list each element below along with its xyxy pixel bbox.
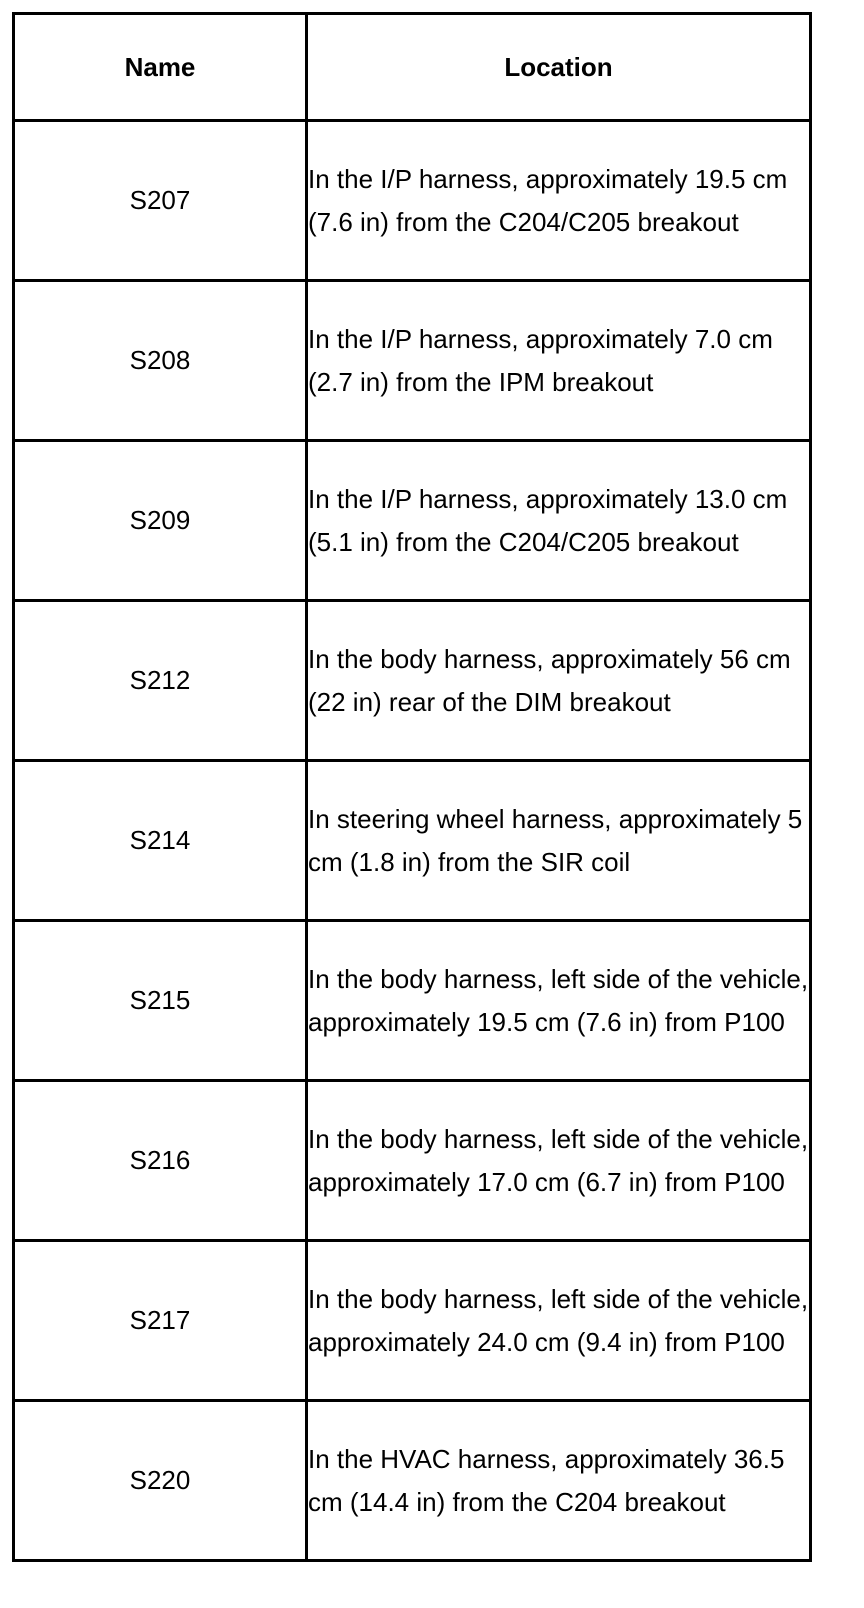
table-row — [14, 281, 811, 441]
splice-location-table — [12, 12, 812, 1562]
splice-location-cell: In the HVAC harness, approximately 36.5 cm (14.4 in) from the C204 breakout — [307, 1401, 811, 1561]
splice-location-cell: In the body harness, left side of the vehicle, approximately 24.0 cm (9.4 in) from P100 — [307, 1241, 811, 1401]
splice-name-cell: S208 — [14, 281, 307, 441]
splice-name-cell: S216 — [14, 1081, 307, 1241]
splice-name-cell: S217 — [14, 1241, 307, 1401]
table-row — [14, 441, 811, 601]
splice-name-cell: S212 — [14, 601, 307, 761]
table-row — [14, 1081, 811, 1241]
table-row — [14, 121, 811, 281]
table-row — [14, 921, 811, 1081]
splice-location-cell: In the I/P harness, approximately 13.0 cm (5.1 in) from the C204/C205 breakout — [307, 441, 811, 601]
splice-location-cell: In the I/P harness, approximately 7.0 cm (2.7 in) from the IPM breakout — [307, 281, 811, 441]
splice-location-cell: In the I/P harness, approximately 19.5 cm (7.6 in) from the C204/C205 breakout — [307, 121, 811, 281]
column-header-name: Name — [14, 14, 307, 121]
column-header-location: Location — [307, 14, 811, 121]
splice-name-cell: S220 — [14, 1401, 307, 1561]
splice-name-cell: S214 — [14, 761, 307, 921]
table-row — [14, 1401, 811, 1561]
table-row — [14, 761, 811, 921]
splice-location-cell: In the body harness, left side of the vehicle, approximately 17.0 cm (6.7 in) from P100 — [307, 1081, 811, 1241]
splice-name-cell: S207 — [14, 121, 307, 281]
splice-location-cell: In the body harness, approximately 56 cm (22 in) rear of the DIM breakout — [307, 601, 811, 761]
table-row — [14, 1241, 811, 1401]
splice-location-cell: In the body harness, left side of the vehicle, approximately 19.5 cm (7.6 in) from P100 — [307, 921, 811, 1081]
splice-name-cell: S215 — [14, 921, 307, 1081]
table-header-row — [14, 14, 811, 121]
splice-name-cell: S209 — [14, 441, 307, 601]
splice-location-cell: In steering wheel harness, approximately 5 cm (1.8 in) from the SIR coil — [307, 761, 811, 921]
table-row — [14, 601, 811, 761]
